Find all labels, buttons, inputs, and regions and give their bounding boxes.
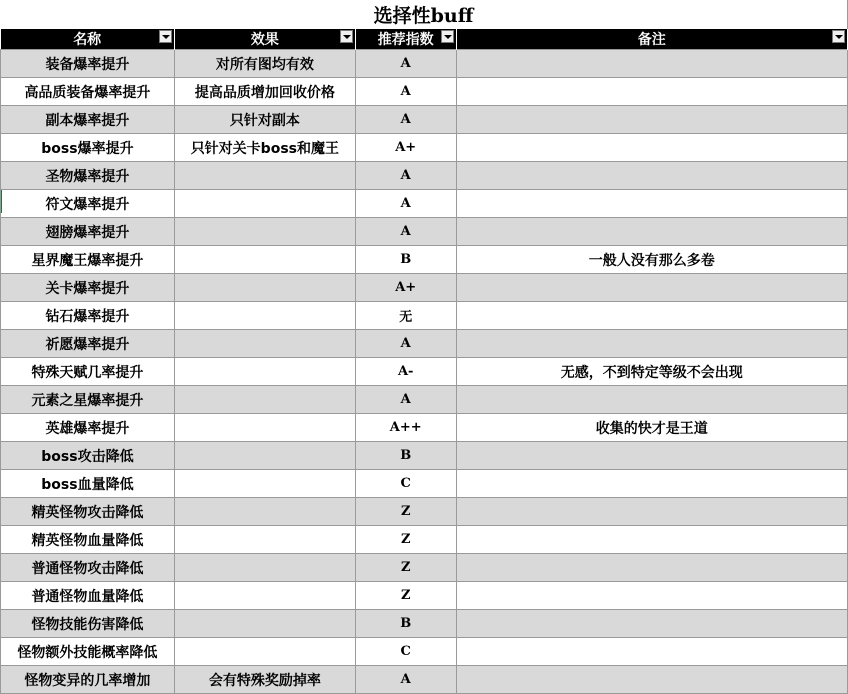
- cell-effect[interactable]: 只针对关卡boss和魔王: [174, 134, 355, 162]
- header-row: [1, 29, 848, 50]
- cell-effect[interactable]: [174, 498, 355, 526]
- cell-rating[interactable]: A: [355, 330, 456, 358]
- cell-rating[interactable]: A: [355, 218, 456, 246]
- header-label: 名称: [73, 32, 102, 48]
- cell-note[interactable]: [456, 554, 847, 582]
- header-label: 备注: [637, 32, 666, 48]
- cell-effect[interactable]: [174, 554, 355, 582]
- filter-dropdown-icon[interactable]: [832, 30, 845, 43]
- cell-rating[interactable]: A: [355, 386, 456, 414]
- table-row: [1, 442, 848, 470]
- cell-note[interactable]: [456, 302, 847, 330]
- table-row: [1, 162, 848, 190]
- cell-effect[interactable]: [174, 162, 355, 190]
- sheet-title[interactable]: 选择性buff: [0, 0, 848, 29]
- cell-rating[interactable]: B: [355, 610, 456, 638]
- cell-name[interactable]: 精英怪物血量降低: [1, 526, 175, 554]
- table-row: [1, 330, 848, 358]
- table-row: [1, 358, 848, 386]
- cell-name[interactable]: 关卡爆率提升: [1, 274, 175, 302]
- cell-rating[interactable]: A: [355, 106, 456, 134]
- cell-name[interactable]: 元素之星爆率提升: [1, 386, 175, 414]
- cell-effect[interactable]: [174, 526, 355, 554]
- table-row: [1, 218, 848, 246]
- table-row: [1, 554, 848, 582]
- header-name: [1, 29, 175, 50]
- cell-name[interactable]: 圣物爆率提升: [1, 162, 175, 190]
- cell-note[interactable]: 一般人没有那么多卷: [456, 246, 847, 274]
- cell-note[interactable]: [456, 218, 847, 246]
- cell-effect[interactable]: [174, 442, 355, 470]
- cell-rating[interactable]: 无: [355, 302, 456, 330]
- header-note: [456, 29, 847, 50]
- cell-name[interactable]: 特殊天赋几率提升: [1, 358, 175, 386]
- table-row: [1, 246, 848, 274]
- table-row: [1, 302, 848, 330]
- cell-effect[interactable]: [174, 190, 355, 218]
- cell-note[interactable]: [456, 610, 847, 638]
- table-row: [1, 498, 848, 526]
- header-label: 推荐指数: [377, 32, 434, 48]
- table-row: [1, 610, 848, 638]
- cell-name[interactable]: 怪物变异的几率增加: [1, 666, 175, 694]
- cell-name[interactable]: 装备爆率提升: [1, 50, 175, 78]
- table-row: [1, 666, 848, 694]
- cell-rating[interactable]: A: [355, 78, 456, 106]
- cell-note[interactable]: [456, 134, 847, 162]
- cell-rating[interactable]: A+: [355, 274, 456, 302]
- cell-name[interactable]: boss攻击降低: [1, 442, 175, 470]
- table-row: [1, 526, 848, 554]
- table-row: [1, 106, 848, 134]
- cell-effect[interactable]: [174, 302, 355, 330]
- table-row: [1, 274, 848, 302]
- cell-note[interactable]: 无感，不到特定等级不会出现: [456, 358, 847, 386]
- cell-effect[interactable]: 提高品质增加回收价格: [174, 78, 355, 106]
- cell-note[interactable]: [456, 526, 847, 554]
- cell-rating[interactable]: C: [355, 638, 456, 666]
- cell-name[interactable]: 符文爆率提升: [1, 190, 175, 218]
- cell-note[interactable]: [456, 666, 847, 694]
- table-row: [1, 50, 848, 78]
- cell-name[interactable]: 祈愿爆率提升: [1, 330, 175, 358]
- cell-note[interactable]: 收集的快才是王道: [456, 414, 847, 442]
- cell-rating[interactable]: A: [355, 190, 456, 218]
- cell-name[interactable]: boss血量降低: [1, 470, 175, 498]
- cell-effect[interactable]: 会有特殊奖励掉率: [174, 666, 355, 694]
- cell-name[interactable]: 钻石爆率提升: [1, 302, 175, 330]
- filter-dropdown-icon[interactable]: [159, 30, 172, 43]
- cell-name[interactable]: 副本爆率提升: [1, 106, 175, 134]
- filter-dropdown-icon[interactable]: [441, 30, 454, 43]
- table-row: [1, 582, 848, 610]
- cell-effect[interactable]: [174, 386, 355, 414]
- cell-rating[interactable]: Z: [355, 526, 456, 554]
- cell-name[interactable]: 英雄爆率提升: [1, 414, 175, 442]
- cell-rating[interactable]: Z: [355, 554, 456, 582]
- cell-rating[interactable]: A++: [355, 414, 456, 442]
- cell-name[interactable]: 普通怪物血量降低: [1, 582, 175, 610]
- header-effect: [174, 29, 355, 50]
- cell-name[interactable]: 怪物技能伤害降低: [1, 610, 175, 638]
- cell-effect[interactable]: [174, 330, 355, 358]
- table-row: [1, 638, 848, 666]
- buff-table: [0, 29, 848, 694]
- cell-effect[interactable]: [174, 358, 355, 386]
- table-row: [1, 386, 848, 414]
- cell-note[interactable]: [456, 274, 847, 302]
- cell-name[interactable]: 高品质装备爆率提升: [1, 78, 175, 106]
- cell-note[interactable]: [456, 162, 847, 190]
- cell-note[interactable]: [456, 78, 847, 106]
- cell-note[interactable]: [456, 442, 847, 470]
- cell-rating[interactable]: C: [355, 470, 456, 498]
- table-row: [1, 190, 848, 218]
- table-row: [1, 414, 848, 442]
- cell-effect[interactable]: [174, 582, 355, 610]
- cell-effect[interactable]: [174, 218, 355, 246]
- header-label: 效果: [250, 32, 279, 48]
- filter-dropdown-icon[interactable]: [340, 30, 353, 43]
- cell-note[interactable]: [456, 330, 847, 358]
- cell-effect[interactable]: [174, 246, 355, 274]
- cell-effect[interactable]: [174, 274, 355, 302]
- cell-name[interactable]: 怪物额外技能概率降低: [1, 638, 175, 666]
- header-rating: [355, 29, 456, 50]
- table-row: [1, 78, 848, 106]
- cell-rating[interactable]: A: [355, 162, 456, 190]
- cell-note[interactable]: [456, 50, 847, 78]
- cell-effect[interactable]: [174, 414, 355, 442]
- cell-rating[interactable]: Z: [355, 498, 456, 526]
- cell-note[interactable]: [456, 470, 847, 498]
- cell-rating[interactable]: B: [355, 442, 456, 470]
- table-row: [1, 470, 848, 498]
- cell-note[interactable]: [456, 106, 847, 134]
- cell-name[interactable]: 翅膀爆率提升: [1, 218, 175, 246]
- cell-name[interactable]: 精英怪物攻击降低: [1, 498, 175, 526]
- cell-rating[interactable]: B: [355, 246, 456, 274]
- cell-name[interactable]: 星界魔王爆率提升: [1, 246, 175, 274]
- cell-note[interactable]: [456, 582, 847, 610]
- cell-note[interactable]: [456, 638, 847, 666]
- cell-note[interactable]: [456, 386, 847, 414]
- table-row: [1, 134, 848, 162]
- cell-rating[interactable]: A: [355, 50, 456, 78]
- cell-effect[interactable]: [174, 470, 355, 498]
- cell-rating[interactable]: A-: [355, 358, 456, 386]
- cell-effect[interactable]: 只针对副本: [174, 106, 355, 134]
- cell-name[interactable]: 普通怪物攻击降低: [1, 554, 175, 582]
- cell-name[interactable]: boss爆率提升: [1, 134, 175, 162]
- cell-effect[interactable]: 对所有图均有效: [174, 50, 355, 78]
- cell-rating[interactable]: A: [355, 666, 456, 694]
- cell-note[interactable]: [456, 498, 847, 526]
- cell-effect[interactable]: [174, 610, 355, 638]
- cell-effect[interactable]: [174, 638, 355, 666]
- cell-rating[interactable]: A+: [355, 134, 456, 162]
- cell-rating[interactable]: Z: [355, 582, 456, 610]
- cell-note[interactable]: [456, 190, 847, 218]
